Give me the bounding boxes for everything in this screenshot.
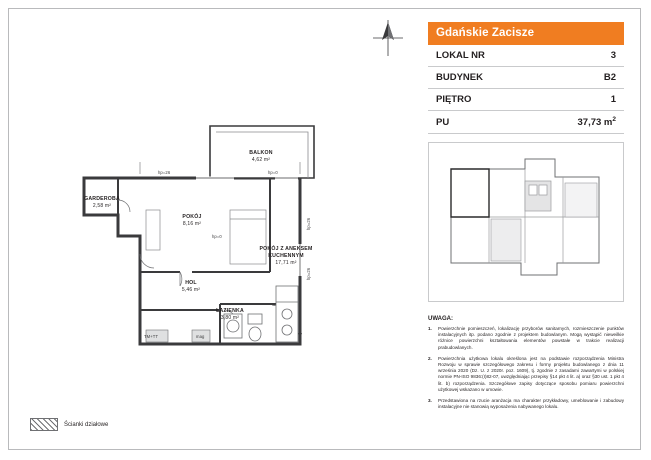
annotation-hp-26-right: hp=26 (306, 217, 311, 230)
info-value-lokal: 3 (535, 45, 624, 67)
info-value-pu (535, 111, 624, 134)
list-item (428, 326, 624, 351)
info-value-budynek: B2 (535, 67, 624, 89)
legend-hatch-label: Ścianki działowe (64, 421, 109, 428)
annotation-mag: mag (196, 334, 205, 339)
notes-title: UWAGA: (428, 316, 453, 322)
room-label-pokoj: POKÓJ 8,16 m² (182, 214, 202, 227)
note-text: Powierzchnia użytkowa lokalu określona jest na podstawie rozporządzenia Ministra Rozwoju w sprawie szczegółowego zakresu i formy projektu budowlanego z dnia 11 września 2020 (Dz. U. z 2020r. poz. 1609), tj. zgodnie z zasadami zawartymi w polskiej normie PN-ISO 9836:(I)82-07, uwzględniając przepisy §14 pkt 4 lit. a) oraz §30 ust. 1 pkt 4 lit. b) rozporządzenia. Szczegółowe zapisy dotyczące sposobu pomiaru powierzchni użytkowej wskazano w umowie. (438, 355, 624, 392)
room-label-lazienka: ŁAZIENKA 3,80 m² (216, 308, 244, 321)
annotation-hp-0-top: hp=0 (268, 170, 278, 175)
note-number: 1. (428, 326, 432, 331)
info-value-pietro: 1 (535, 89, 624, 111)
info-value-pu-unit-sup: 2 (612, 116, 616, 123)
info-label-pietro: PIĘTRO (428, 89, 535, 111)
annotation-hp-26-left: hp=26 (158, 170, 171, 175)
info-label-lokal: LOKAL NR (428, 45, 535, 67)
annotation-w-lower: W (298, 332, 303, 337)
room-label-hol: HOL 5,46 m² (181, 280, 201, 293)
legend-partition-walls (30, 418, 108, 431)
key-plan-drawing (429, 143, 623, 301)
table-row (428, 89, 624, 111)
list-item (428, 398, 624, 410)
note-text: Przedstawiona na rzucie aranżacja ma charakter przykładowy, umeblowanie i zabudowy instalacyjne nie stanowią wyposażenia nabywanego lokalu. (438, 398, 624, 410)
room-label-balkon: BALKON 4,62 m² (249, 150, 273, 163)
note-number: 3. (428, 398, 432, 404)
notes-block (428, 316, 624, 415)
info-value-pu-number: 37,73 m (577, 117, 613, 129)
table-row (428, 67, 624, 89)
annotation-hp-26-right-lower: hp=26 (306, 267, 311, 280)
project-title: Gdańskie Zacisze (428, 22, 624, 45)
annotation-tm-tt: TM+TT (144, 334, 159, 339)
legend-hatch-swatch (30, 418, 58, 431)
table-row (428, 45, 624, 67)
note-number: 2. (428, 355, 432, 361)
room-label-pokoj-z-aneksem: POKÓJ Z ANEKSEM KUCHENNYM 17,71 m² (259, 246, 313, 266)
apartment-floor-plan (20, 14, 376, 434)
info-label-pu: PU (428, 111, 535, 134)
apartment-info-table (428, 45, 624, 134)
note-text: Powierzchnie pomieszczeń, lokalizację przyborów sanitarnych, rozmieszczenie punktów instalacyjnych itp. podano zgodnie z projektem budowlanym. Mogą wystąpić nieweilkie różnice powierzchni kształtowania elementów powstałe w trakcie realizacji prabudowlanych. (438, 326, 624, 350)
info-label-budynek: BUDYNEK (428, 67, 535, 89)
info-panel (428, 22, 624, 134)
annotation-hp-0-mid: hp=0 (212, 234, 222, 239)
list-item (428, 356, 624, 393)
table-row (428, 111, 624, 134)
room-label-garderoba: GARDEROBA 2,58 m² (84, 196, 120, 209)
building-key-plan (428, 142, 624, 302)
annotation-w-upper: W (272, 302, 277, 307)
